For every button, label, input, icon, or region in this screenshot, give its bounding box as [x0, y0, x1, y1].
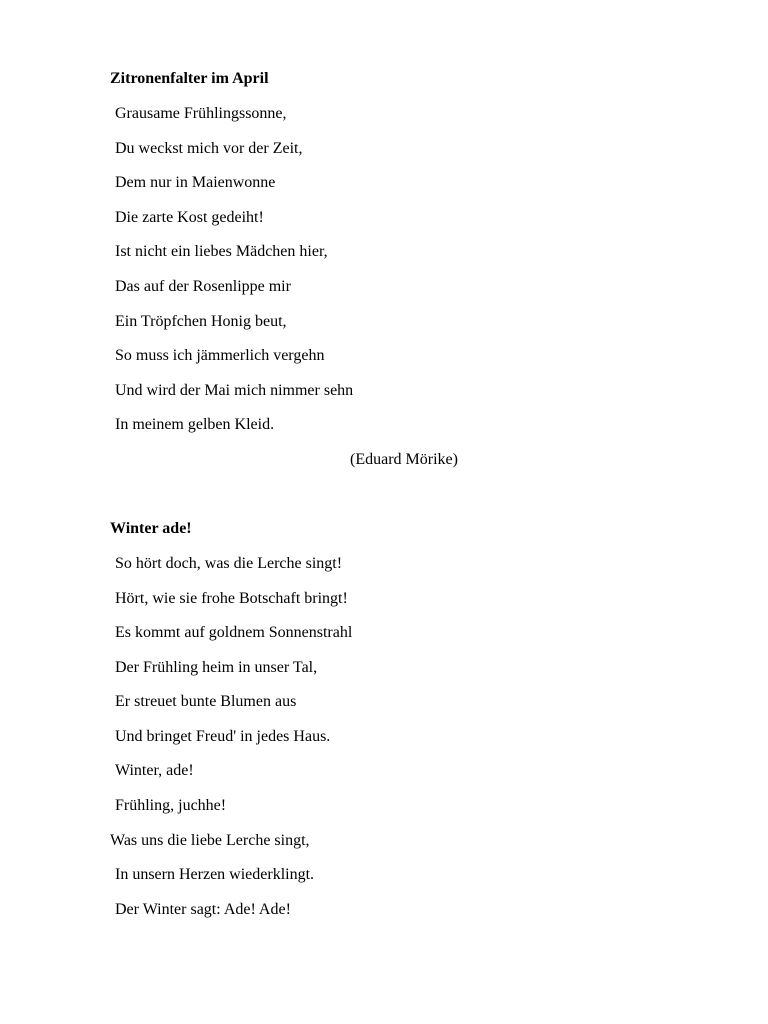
poem-line: Das auf der Rosenlippe mir	[115, 278, 291, 295]
poem-line: So hört doch, was die Lerche singt!	[115, 555, 343, 572]
poem-author: (Eduard Mörike)	[350, 451, 458, 468]
poem-line: Frühling, juchhe!	[115, 797, 227, 814]
poem-line: Ist nicht ein liebes Mädchen hier,	[115, 243, 328, 260]
poem-line: Grausame Frühlingssonne,	[115, 105, 287, 122]
poem-line: Der Winter sagt: Ade! Ade!	[115, 901, 291, 918]
poem-title: Zitronenfalter im April	[110, 70, 269, 87]
poem-line: Was uns die liebe Lerche singt,	[110, 832, 310, 849]
poem-line: In meinem gelben Kleid.	[115, 416, 275, 433]
poem-line: Du weckst mich vor der Zeit,	[115, 140, 303, 157]
poem-line: Winter, ade!	[115, 762, 194, 779]
poem-line: Die zarte Kost gedeiht!	[115, 209, 264, 226]
poem-line: Es kommt auf goldnem Sonnenstrahl	[115, 624, 353, 641]
poem-line: Er streuet bunte Blumen aus	[115, 693, 297, 710]
poem-line: Ein Tröpfchen Honig beut,	[115, 313, 287, 330]
poem-line: Der Frühling heim in unser Tal,	[115, 659, 318, 676]
poem-title: Winter ade!	[110, 520, 192, 537]
poem-line: Hört, wie sie frohe Botschaft bringt!	[115, 590, 348, 607]
poem-line: So muss ich jämmerlich vergehn	[115, 347, 325, 364]
poem-line: In unsern Herzen wiederklingt.	[115, 866, 315, 883]
poem-line: Und bringet Freud' in jedes Haus.	[115, 728, 331, 745]
poem-line: Dem nur in Maienwonne	[115, 174, 276, 191]
poem-line: Und wird der Mai mich nimmer sehn	[115, 382, 354, 399]
